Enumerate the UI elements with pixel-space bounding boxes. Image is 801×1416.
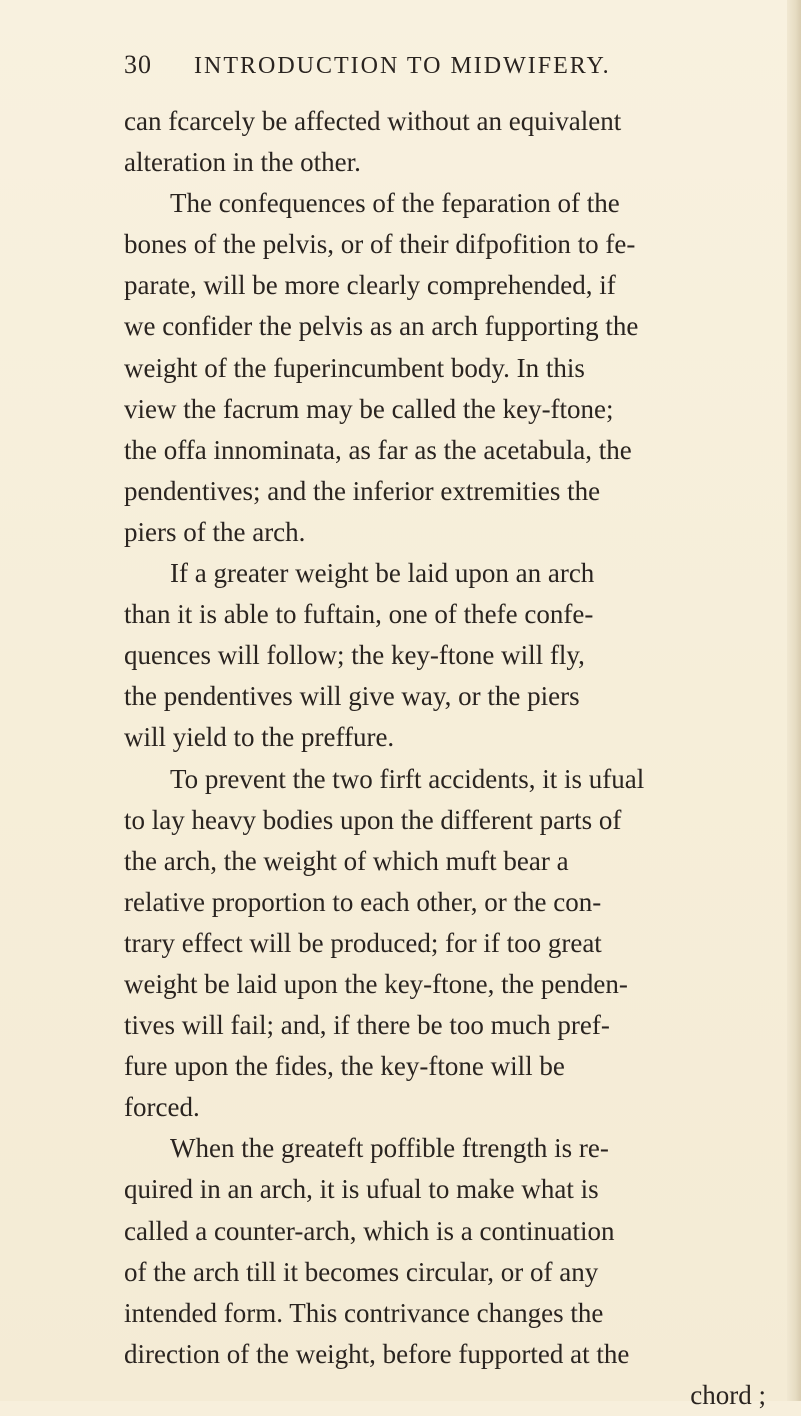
text-line: parate, will be more clearly comprehended, if: [124, 270, 616, 301]
text-line: quired in an arch, it is ufual to make what is: [124, 1174, 599, 1205]
paragraph-start-line: To prevent the two firft accidents, it is ufual: [170, 763, 645, 794]
text-line: weight of the fuperincumbent body. In this: [124, 352, 585, 383]
text-line: piers of the arch.: [124, 516, 306, 547]
text-line: the pendentives will give way, or the piers: [124, 681, 580, 712]
text-line: forced.: [124, 1092, 200, 1123]
text-line: tives will fail; and, if there be too much pref-: [124, 1010, 610, 1041]
text-line: the arch, the weight of which muft bear a: [124, 845, 569, 876]
text-line: weight be laid upon the key-ftone, the penden-: [124, 968, 628, 999]
header-title: INTRODUCTION TO MIDWIFERY.: [194, 53, 611, 79]
paragraph-start-line: The confequences of the feparation of the: [170, 188, 620, 219]
paragraph-start-line: If a greater weight be laid upon an arch: [170, 558, 595, 589]
text-line: the offa innominata, as far as the acetabula, the: [124, 434, 632, 465]
running-head: [124, 50, 744, 92]
text-line: alteration in the other.: [124, 147, 361, 178]
paragraph-start-line: When the greateft poffible ftrength is re-: [170, 1133, 609, 1164]
text-line: quences will follow; the key-ftone will fly,: [124, 640, 585, 671]
text-line: to lay heavy bodies upon the different parts of: [124, 804, 622, 835]
text-line: bones of the pelvis, or of their difpofition to fe-: [124, 229, 636, 260]
page-number: 30: [124, 50, 152, 79]
text-line: view the facrum may be called the key-ftone;: [124, 393, 614, 424]
text-line: called a counter-arch, which is a continuation: [124, 1215, 615, 1246]
text-line: of the arch till it becomes circular, or of any: [124, 1256, 599, 1287]
catchword: chord ;: [690, 1379, 766, 1410]
text-line: fure upon the fides, the key-ftone will be: [124, 1051, 565, 1082]
text-line: relative proportion to each other, or the con-: [124, 886, 602, 917]
catchword-line: [124, 1375, 774, 1416]
text-line: we confider the pelvis as an arch fupporting the: [124, 311, 639, 342]
page-edge: [787, 0, 801, 1401]
text-line: can fcarcely be affected without an equivalent: [124, 106, 622, 136]
text-line: will yield to the preffure.: [124, 722, 395, 753]
text-line: direction of the weight, before fupported at the: [124, 1338, 630, 1369]
text-line: pendentives; and the inferior extremities the: [124, 475, 601, 506]
text-line: intended form. This contrivance changes the: [124, 1297, 604, 1328]
body-text: [124, 101, 774, 1416]
text-line: than it is able to fuftain, one of thefe confe-: [124, 599, 594, 630]
text-line: trary effect will be produced; for if too great: [124, 927, 602, 958]
